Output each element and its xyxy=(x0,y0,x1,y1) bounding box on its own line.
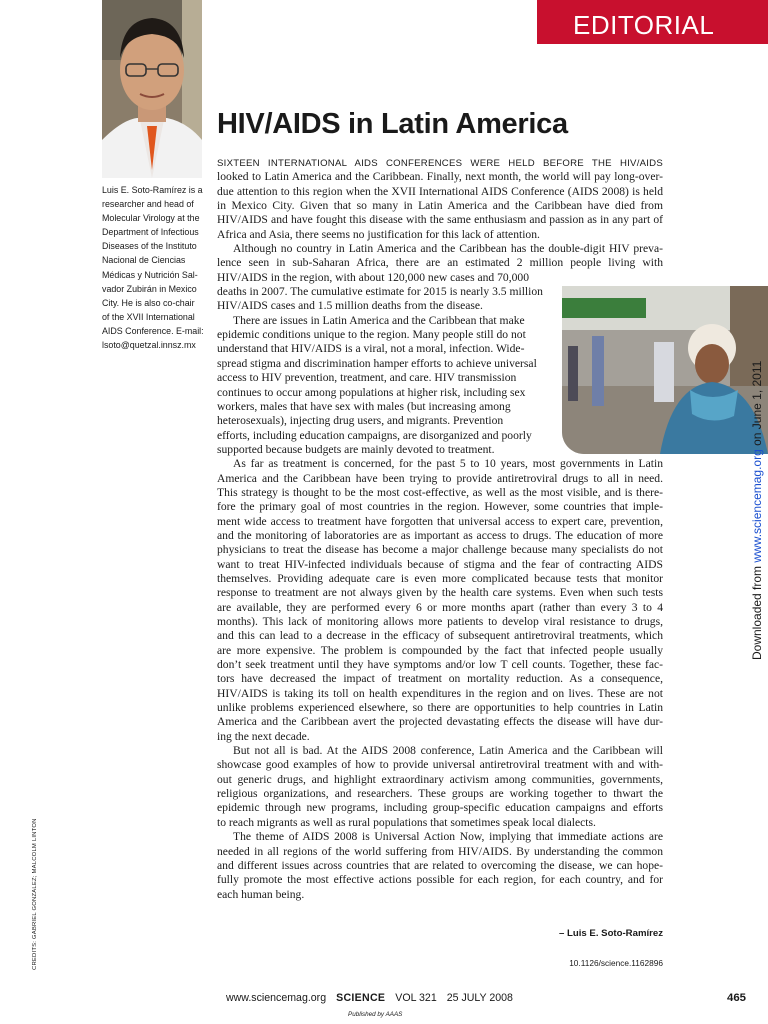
body-line: access to HIV prevention, treatment, and care. HIV transmission xyxy=(217,371,517,385)
body-line: in Mexico City. Given that so many in Latin America and the Caribbean have died from xyxy=(217,199,663,213)
body-line: workers, males that have sex with males (but increasing among xyxy=(217,399,511,413)
bio-line: AIDS Conference. E-mail: xyxy=(102,325,204,336)
body-line: ing the next decade. xyxy=(217,729,310,743)
body-line: Africa and Asia, there seems no justification for this lack of attention. xyxy=(217,227,540,241)
bio-line: Nacional de Ciencias xyxy=(102,255,186,266)
download-prefix: Downloaded from xyxy=(750,562,764,660)
body-line: fully promote the most effective actions possible for each region, for each country, and for xyxy=(217,873,663,887)
download-link[interactable]: www.sciencemag.org xyxy=(750,449,764,563)
page-footer xyxy=(226,992,513,1004)
body-line: months). This lack of monitoring allows more patients to develop viral resistance to drugs, xyxy=(217,615,663,628)
bio-line: lsoto@quetzal.innsz.mx xyxy=(102,340,196,351)
banner-rule xyxy=(537,42,768,44)
section-label: EDITORIAL xyxy=(573,10,715,40)
body-line xyxy=(217,156,663,170)
body-line: America and the Caribbean avert the projected devastating effects the disease will have dur- xyxy=(217,715,663,729)
footer-url[interactable]: www.sciencemag.org xyxy=(226,992,327,1004)
bio-line: of the XVII International xyxy=(102,311,195,322)
article-body xyxy=(217,156,663,902)
body-line: religious organizations, and researchers. These groups are working together to thwart the xyxy=(217,787,663,801)
body-line: As far as treatment is concerned, for the past 5 to 10 years, most governments in Latin xyxy=(233,457,663,471)
body-line: This strategy is thought to be the most cost-effective, as well as the most visible, and is there- xyxy=(217,485,663,499)
body-line: don’t seek treatment until they have symptoms and/or low T cell counts. Together, these fac- xyxy=(217,658,663,672)
journal-name: SCIENCE xyxy=(336,992,386,1004)
bio-line: City. He is also co-chair xyxy=(102,297,195,308)
body-line: are available, they are performed every 6 or more months apart (rather than every 3 to 4 xyxy=(217,600,663,614)
author-photo xyxy=(102,0,202,178)
page-number: 465 xyxy=(727,992,747,1004)
body-line: Although no country in Latin America and the Caribbean has the double-digit HIV preva- xyxy=(233,242,663,256)
issue-date: 25 JULY 2008 xyxy=(446,992,513,1004)
body-line: needed in all regions of the world suffering from HIV/AIDS. By understanding the common xyxy=(217,844,663,858)
body-line: HIV/AIDS is taking its toll on health expenditures in the region and on lives. These are not xyxy=(217,686,663,700)
author-signature: – Luis E. Soto-Ramírez xyxy=(559,928,663,939)
body-line: fore the primary goal of most countries in the region. However, some countries that imple- xyxy=(217,500,663,514)
body-line: The theme of AIDS 2008 is Universal Action Now, implying that immediate actions are xyxy=(233,830,663,844)
body-line: due attention to this region when the XVII International AIDS Conference (AIDS 2008) is held xyxy=(217,184,663,198)
volume: VOL 321 xyxy=(395,992,437,1004)
bio-line: Luis E. Soto-Ramírez is a xyxy=(102,185,203,195)
body-line: physicians to treat the disease has become a major challenge because many specialists do not xyxy=(217,543,663,557)
photo-credits: CREDITS: GABRIEL GONZALEZ; MALCOLM LINTON xyxy=(32,818,38,970)
body-line: epidemic through new programs, including group-specific education campaigns and efforts xyxy=(217,801,663,815)
body-line: There are issues in Latin America and the Caribbean that make xyxy=(233,313,525,327)
bio-line: vador Zubirán in Mexico xyxy=(102,283,197,294)
body-line: and this can lead to a decrease in the efficacy of subsequent antiretroviral treatments, which xyxy=(217,629,663,643)
body-line: and different issues across countries that are related to overcoming the disease, we can hope- xyxy=(217,858,663,872)
body-line: tors have decreased the impact of treatment on mortality reduction. As a consequence, xyxy=(217,672,663,686)
body-line: each human being. xyxy=(217,887,305,901)
body-line: efforts, including education campaigns, are disorganized and poorly xyxy=(217,428,532,442)
body-line: themselves. Providing adequate care is even more complicated because tests that monitor xyxy=(217,571,663,585)
body-line: But not all is bad. At the AIDS 2008 conference, Latin America and the Caribbean will xyxy=(233,744,663,758)
body-line: deaths in 2007. The cumulative estimate for 2015 is nearly 3.5 million xyxy=(217,285,543,299)
bio-line: Department of Infectious xyxy=(102,227,199,238)
download-watermark xyxy=(750,361,764,660)
article-title: HIV/AIDS in Latin America xyxy=(217,108,568,140)
doi: 10.1126/science.1162896 xyxy=(569,958,663,968)
body-line: HIV/AIDS in the region, with about 120,000 new cases and 70,000 xyxy=(217,270,530,284)
body-line: showcase good examples of how to provide universal antiretroviral treatment with and with- xyxy=(217,758,663,772)
bio-line: Diseases of the Instituto xyxy=(102,241,197,252)
body-line: out generic drugs, and highlight extraordinary activism among communities, governments, xyxy=(217,772,663,786)
body-line: supported because budgets are mainly devoted to treatment. xyxy=(217,442,495,456)
author-bio xyxy=(102,183,206,352)
body-line: continues to occur among populations at higher risk, including sex xyxy=(217,385,526,399)
bio-line: Molecular Virology at the xyxy=(102,213,200,224)
body-line: America and the Caribbean have been trying to provide antiretroviral drugs to all in need. xyxy=(217,471,663,485)
body-line: are more expensive. The problem is compounded by the fact that infected people usually xyxy=(217,643,663,657)
bio-line: researcher and head of xyxy=(102,199,194,210)
lead-caps: SIXTEEN INTERNATIONAL AIDS CONFERENCES WERE HELD BEFORE THE HIV/AIDS xyxy=(217,158,663,169)
body-line: understand that HIV/AIDS is a viral, not a moral, infection. Wide- xyxy=(217,342,525,356)
body-line: want to treat HIV-infected individuals because of stigma and the fear of contracting AIDS xyxy=(217,557,663,571)
body-line: HIV/AIDS and have fought this disease with the same enthusiasm and passion as in any part of xyxy=(217,213,663,227)
body-line: unlike problems experienced elsewhere, so there are opportunities to help countries in Latin xyxy=(217,701,663,715)
body-line: and the monitoring of laboratories are as important as access to drugs. The education of more xyxy=(217,528,663,542)
body-line: spread stigma and discrimination hamper efforts to achieve universal xyxy=(217,356,537,370)
body-line: to reach migrants as well as rural populations that sometimes speak local dialects. xyxy=(217,815,596,829)
body-line: ment wide access to treatment have forgotten that universal access to expert care, prevention, xyxy=(217,514,663,528)
body-line: looked to Latin America and the Caribbean. Finally, next month, the world will pay long-over- xyxy=(217,170,663,184)
body-line: HIV/AIDS cases and 1.5 million deaths from the disease. xyxy=(217,299,483,313)
download-suffix: on June 1, 2011 xyxy=(750,360,764,450)
body-line: response to treatment are not always given by the health care systems. Even when such tests xyxy=(217,586,663,600)
body-line: epidemic conditions unique to the region. Many people still do not xyxy=(217,328,526,342)
body-line: heterosexuals), injecting drug users, and migrants. Prevention xyxy=(217,414,504,428)
publisher: Published by AAAS xyxy=(348,1011,403,1018)
body-line: lence seen in sub-Saharan Africa, there are an estimated 2 million people living with xyxy=(217,256,663,270)
bio-line: Médicas y Nutrición Sal- xyxy=(102,269,198,280)
